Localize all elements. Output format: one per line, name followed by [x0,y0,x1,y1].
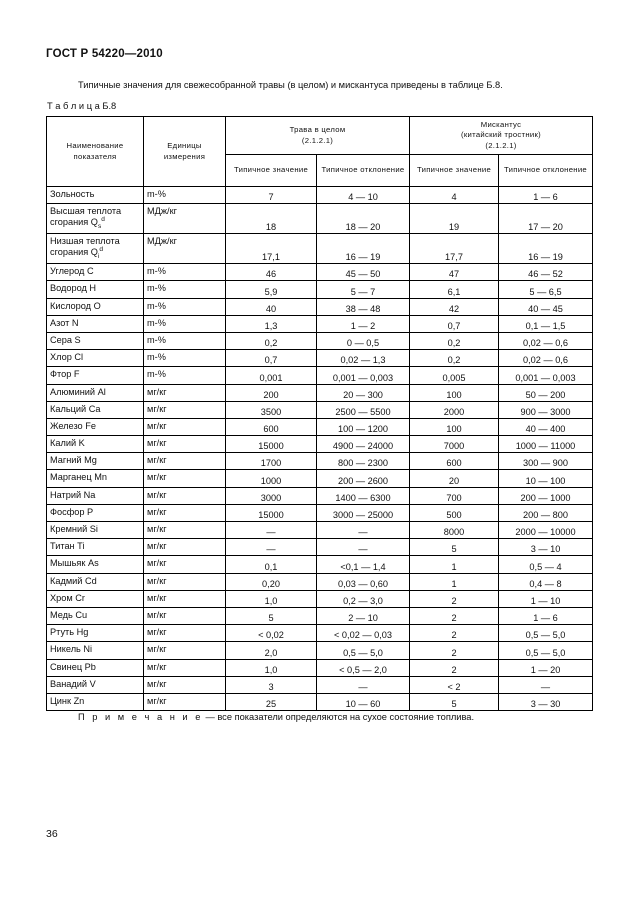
cell-grass-value: 3 [226,676,317,693]
table-row [47,401,593,418]
cell-grass-value: 5 [226,607,317,624]
subscript: i [97,253,100,261]
cell-miscanthus-deviation: 40 — 400 [499,418,593,435]
cell-miscanthus-value: 2 [410,642,499,659]
cell-grass-deviation: — [317,676,410,693]
cell-unit: мг/кг [144,453,226,470]
cell-name-text: Натрий Na [50,489,96,500]
cell-unit: мг/кг [144,470,226,487]
col-header-grass [226,117,410,155]
cell-miscanthus-deviation: 46 — 52 [499,264,593,281]
document-header: ГОСТ Р 54220—2010 [46,48,163,60]
cell-grass-deviation: 0,02 — 1,3 [317,350,410,367]
cell-grass-deviation: 0 — 0,5 [317,332,410,349]
cell-unit: мг/кг [144,487,226,504]
cell-miscanthus-deviation: 0,4 — 8 [499,573,593,590]
cell-unit: мг/кг [144,418,226,435]
cell-miscanthus-deviation: 0,1 — 1,5 [499,315,593,332]
cell-miscanthus-value: < 2 [410,676,499,693]
cell-grass-deviation: 0,5 — 5,0 [317,642,410,659]
cell-name-text: Хлор Cl [50,352,84,363]
col-header-grass-value: Типичное значение [226,155,317,187]
cell-miscanthus-deviation: 50 — 200 [499,384,593,401]
cell-grass-deviation: 45 — 50 [317,264,410,281]
cell-grass-value: 1,3 [226,315,317,332]
cell-grass-value: < 0,02 [226,625,317,642]
cell-miscanthus-value: 2 [410,590,499,607]
cell-miscanthus-value: 2 [410,659,499,676]
cell-unit: мг/кг [144,693,226,710]
table-row [47,539,593,556]
cell-grass-deviation: — [317,522,410,539]
cell-miscanthus-value: 19 [410,204,499,234]
cell-grass-value: 25 [226,693,317,710]
cell-name-text: Железо Fe [50,420,96,431]
cell-miscanthus-deviation: 900 — 3000 [499,401,593,418]
table-row [47,470,593,487]
col-header-name: Наименование показателя [47,117,144,187]
cell-grass-deviation: 2500 — 5500 [317,401,410,418]
cell-name-text: Азот N [50,317,79,328]
table-row [47,590,593,607]
table-row [47,315,593,332]
cell-name [47,418,144,435]
col-header-miscanthus-value: Типичное значение [410,155,499,187]
table-row [47,453,593,470]
table-row [47,642,593,659]
cell-grass-value: 17,1 [226,234,317,264]
cell-miscanthus-value: 0,7 [410,315,499,332]
cell-miscanthus-deviation: 0,5 — 4 [499,556,593,573]
cell-name [47,676,144,693]
cell-miscanthus-value: 0,005 [410,367,499,384]
cell-miscanthus-value: 100 [410,418,499,435]
cell-name [47,590,144,607]
table-body [47,187,593,711]
cell-miscanthus-deviation: 3 — 30 [499,693,593,710]
cell-name [47,625,144,642]
cell-name [47,539,144,556]
cell-unit: мг/кг [144,590,226,607]
cell-miscanthus-value: 8000 [410,522,499,539]
cell-grass-value: 0,1 [226,556,317,573]
cell-unit: m-% [144,367,226,384]
cell-grass-value: 0,001 [226,367,317,384]
cell-grass-value: 3000 [226,487,317,504]
cell-unit: мг/кг [144,625,226,642]
cell-name [47,659,144,676]
cell-unit: m-% [144,332,226,349]
cell-miscanthus-value: 2 [410,625,499,642]
cell-miscanthus-deviation: 16 — 19 [499,234,593,264]
cell-name [47,298,144,315]
subscript: s [97,223,102,231]
cell-grass-deviation: 0,03 — 0,60 [317,573,410,590]
cell-miscanthus-value: 0,2 [410,350,499,367]
cell-miscanthus-deviation: 1 — 6 [499,187,593,204]
cell-unit: мг/кг [144,522,226,539]
cell-name-text: Калий K [50,438,85,449]
cell-unit: мг/кг [144,384,226,401]
cell-miscanthus-value: 7000 [410,436,499,453]
cell-grass-deviation: 4900 — 24000 [317,436,410,453]
cell-grass-deviation: < 0,02 — 0,03 [317,625,410,642]
cell-miscanthus-deviation: — [499,676,593,693]
cell-name-text: Углерод C [50,266,94,277]
cell-grass-deviation: < 0,5 — 2,0 [317,659,410,676]
grass-title: Трава в целом [289,125,346,135]
cell-name-text: Алюминий Al [50,386,106,397]
cell-grass-value: 600 [226,418,317,435]
cell-miscanthus-value: 5 [410,539,499,556]
cell-grass-value: 7 [226,187,317,204]
cell-grass-deviation: 4 — 10 [317,187,410,204]
table-note [78,712,474,722]
cell-grass-value: 15000 [226,436,317,453]
cell-grass-value: 18 [226,204,317,234]
cell-grass-value: 46 [226,264,317,281]
cell-miscanthus-deviation: 0,001 — 0,003 [499,367,593,384]
cell-grass-value: 0,20 [226,573,317,590]
table-row [47,522,593,539]
cell-miscanthus-value: 47 [410,264,499,281]
cell-miscanthus-deviation: 200 — 1000 [499,487,593,504]
table-row [47,607,593,624]
cell-name-text: Кальций Ca [50,403,101,414]
miscanthus-title: Мискантус [480,119,522,129]
cell-grass-deviation: 1400 — 6300 [317,487,410,504]
cell-miscanthus-deviation: 40 — 45 [499,298,593,315]
cell-grass-deviation: 0,001 — 0,003 [317,367,410,384]
cell-name [47,487,144,504]
cell-name-text: Никель Ni [50,644,93,655]
cell-unit: m-% [144,298,226,315]
cell-miscanthus-value: 5 [410,693,499,710]
cell-miscanthus-value: 700 [410,487,499,504]
table-row [47,487,593,504]
cell-name [47,315,144,332]
col-header-grass-deviation: Типичное отклонение [317,155,410,187]
cell-grass-value: 1,0 [226,659,317,676]
cell-miscanthus-deviation: 3 — 10 [499,539,593,556]
cell-unit: m-% [144,350,226,367]
cell-grass-deviation: 800 — 2300 [317,453,410,470]
cell-unit: m-% [144,264,226,281]
cell-miscanthus-deviation: 300 — 900 [499,453,593,470]
superscript: d [101,216,105,224]
cell-name-text: Хром Cr [50,592,85,603]
cell-name-text: Титан Ti [50,541,85,552]
table-row [47,418,593,435]
cell-name [47,504,144,521]
table-row [47,625,593,642]
cell-miscanthus-deviation: 2000 — 10000 [499,522,593,539]
cell-name-text: Кислород O [50,300,101,311]
cell-miscanthus-deviation: 1 — 20 [499,659,593,676]
col-header-unit: Единицы измерения [144,117,226,187]
cell-grass-value: — [226,522,317,539]
cell-name [47,556,144,573]
cell-grass-value: 1000 [226,470,317,487]
col-header-miscanthus-deviation: Типичное отклонение [499,155,593,187]
cell-grass-value: — [226,539,317,556]
cell-unit: мг/кг [144,436,226,453]
table-row [47,384,593,401]
cell-grass-value: 40 [226,298,317,315]
table-row [47,367,593,384]
cell-unit: мг/кг [144,573,226,590]
cell-grass-value: 1,0 [226,590,317,607]
cell-miscanthus-value: 2 [410,607,499,624]
cell-name-text: Мышьяк As [50,558,99,569]
cell-grass-deviation: 18 — 20 [317,204,410,234]
cell-name [47,187,144,204]
cell-unit: m-% [144,187,226,204]
cell-miscanthus-value: 100 [410,384,499,401]
data-table [46,116,593,711]
cell-name-text: Фтор F [50,369,80,380]
cell-unit: мг/кг [144,607,226,624]
cell-name [47,350,144,367]
cell-unit: мг/кг [144,659,226,676]
cell-grass-deviation: 20 — 300 [317,384,410,401]
superscript: d [99,246,104,254]
table-row [47,350,593,367]
cell-grass-deviation: 10 — 60 [317,693,410,710]
cell-miscanthus-deviation: 0,5 — 5,0 [499,642,593,659]
cell-miscanthus-value: 1 [410,556,499,573]
cell-name-text: Кремний Si [50,524,98,534]
note-text: — все показатели определяются на сухое состояние топлива. [202,712,475,722]
cell-grass-value: 3500 [226,401,317,418]
cell-name [47,384,144,401]
cell-name [47,693,144,710]
cell-unit: m-% [144,281,226,298]
cell-miscanthus-value: 0,2 [410,332,499,349]
cell-name [47,234,144,264]
cell-miscanthus-deviation: 200 — 800 [499,504,593,521]
cell-miscanthus-value: 2000 [410,401,499,418]
cell-name [47,264,144,281]
cell-grass-value: 2,0 [226,642,317,659]
cell-name-text: Свинец Pb [50,661,96,672]
table-row [47,693,593,710]
table-row [47,676,593,693]
cell-name [47,573,144,590]
note-label: П р и м е ч а н и е [78,712,203,722]
cell-unit: мг/кг [144,676,226,693]
cell-miscanthus-deviation: 10 — 100 [499,470,593,487]
cell-name-text: Водород H [50,283,97,294]
cell-grass-deviation: 2 — 10 [317,607,410,624]
cell-name [47,367,144,384]
table-row [47,332,593,349]
cell-miscanthus-deviation: 0,5 — 5,0 [499,625,593,642]
cell-miscanthus-value: 17,7 [410,234,499,264]
cell-grass-value: 5,9 [226,281,317,298]
table-row [47,573,593,590]
cell-grass-deviation: 16 — 19 [317,234,410,264]
intro-paragraph: Типичные значения для свежесобранной травы (в целом) и мискантуса приведены в таблице Б.8. [78,80,503,90]
cell-grass-value: 15000 [226,504,317,521]
cell-name-text: Ртуть Hg [50,627,89,638]
cell-grass-value: 0,7 [226,350,317,367]
cell-grass-deviation: <0,1 — 1,4 [317,556,410,573]
table-row [47,187,593,204]
table-row [47,298,593,315]
cell-name-text: Кадмий Cd [50,575,97,586]
cell-name [47,470,144,487]
cell-unit: мг/кг [144,642,226,659]
cell-name [47,401,144,418]
cell-grass-value: 200 [226,384,317,401]
cell-name-text: Фосфор P [50,506,94,517]
cell-miscanthus-value: 600 [410,453,499,470]
cell-miscanthus-value: 42 [410,298,499,315]
cell-miscanthus-value: 500 [410,504,499,521]
cell-unit: МДж/кг [144,234,226,264]
cell-name-text: Марганец Mn [50,472,107,483]
cell-unit: мг/кг [144,539,226,556]
cell-miscanthus-value: 6,1 [410,281,499,298]
col-header-miscanthus [410,117,593,155]
cell-miscanthus-deviation: 17 — 20 [499,204,593,234]
grass-ref: (2.1.2.1) [301,135,334,145]
table-row [47,234,593,264]
cell-unit: мг/кг [144,556,226,573]
cell-unit: мг/кг [144,504,226,521]
cell-grass-deviation: 5 — 7 [317,281,410,298]
cell-grass-value: 0,2 [226,332,317,349]
miscanthus-ref: (2.1.2.1) [485,140,517,150]
table-label: Т а б л и ц а Б.8 [47,101,117,111]
table-row [47,204,593,234]
cell-grass-value: 1700 [226,453,317,470]
table-row [47,281,593,298]
cell-unit: мг/кг [144,401,226,418]
cell-miscanthus-deviation: 1 — 6 [499,607,593,624]
cell-name [47,522,144,539]
table-row [47,264,593,281]
cell-miscanthus-deviation: 1 — 10 [499,590,593,607]
miscanthus-subtitle: (китайский тростник) [460,130,542,140]
cell-grass-deviation: 100 — 1200 [317,418,410,435]
cell-name [47,204,144,234]
cell-name-text: Сера S [50,334,81,345]
cell-miscanthus-value: 1 [410,573,499,590]
cell-name-text: Высшая теплота сгорания Q [50,206,122,228]
cell-name-text: Медь Cu [50,609,88,620]
cell-grass-deviation: 3000 — 25000 [317,504,410,521]
table-row [47,436,593,453]
table-row [47,556,593,573]
cell-grass-deviation: 1 — 2 [317,315,410,332]
cell-unit: МДж/кг [144,204,226,234]
cell-name [47,281,144,298]
cell-miscanthus-deviation: 5 — 6,5 [499,281,593,298]
cell-grass-deviation: 200 — 2600 [317,470,410,487]
cell-name [47,453,144,470]
cell-grass-deviation: — [317,539,410,556]
cell-grass-deviation: 0,2 — 3,0 [317,590,410,607]
cell-name-text: Ванадий V [50,678,96,689]
cell-unit: m-% [144,315,226,332]
cell-miscanthus-value: 20 [410,470,499,487]
cell-name [47,436,144,453]
cell-name [47,607,144,624]
page-number: 36 [46,828,58,840]
cell-name [47,332,144,349]
cell-miscanthus-deviation: 0,02 — 0,6 [499,332,593,349]
cell-name-text: Магний Mg [50,455,97,466]
cell-miscanthus-deviation: 0,02 — 0,6 [499,350,593,367]
cell-grass-deviation: 38 — 48 [317,298,410,315]
cell-miscanthus-value: 4 [410,187,499,204]
cell-name-text: Зольность [50,189,95,199]
cell-name [47,642,144,659]
cell-name-text: Цинк Zn [50,695,85,706]
cell-name-text: Низшая теплота сгорания Q [50,236,120,258]
cell-miscanthus-deviation: 1000 — 11000 [499,436,593,453]
table-row [47,659,593,676]
table-row [47,504,593,521]
